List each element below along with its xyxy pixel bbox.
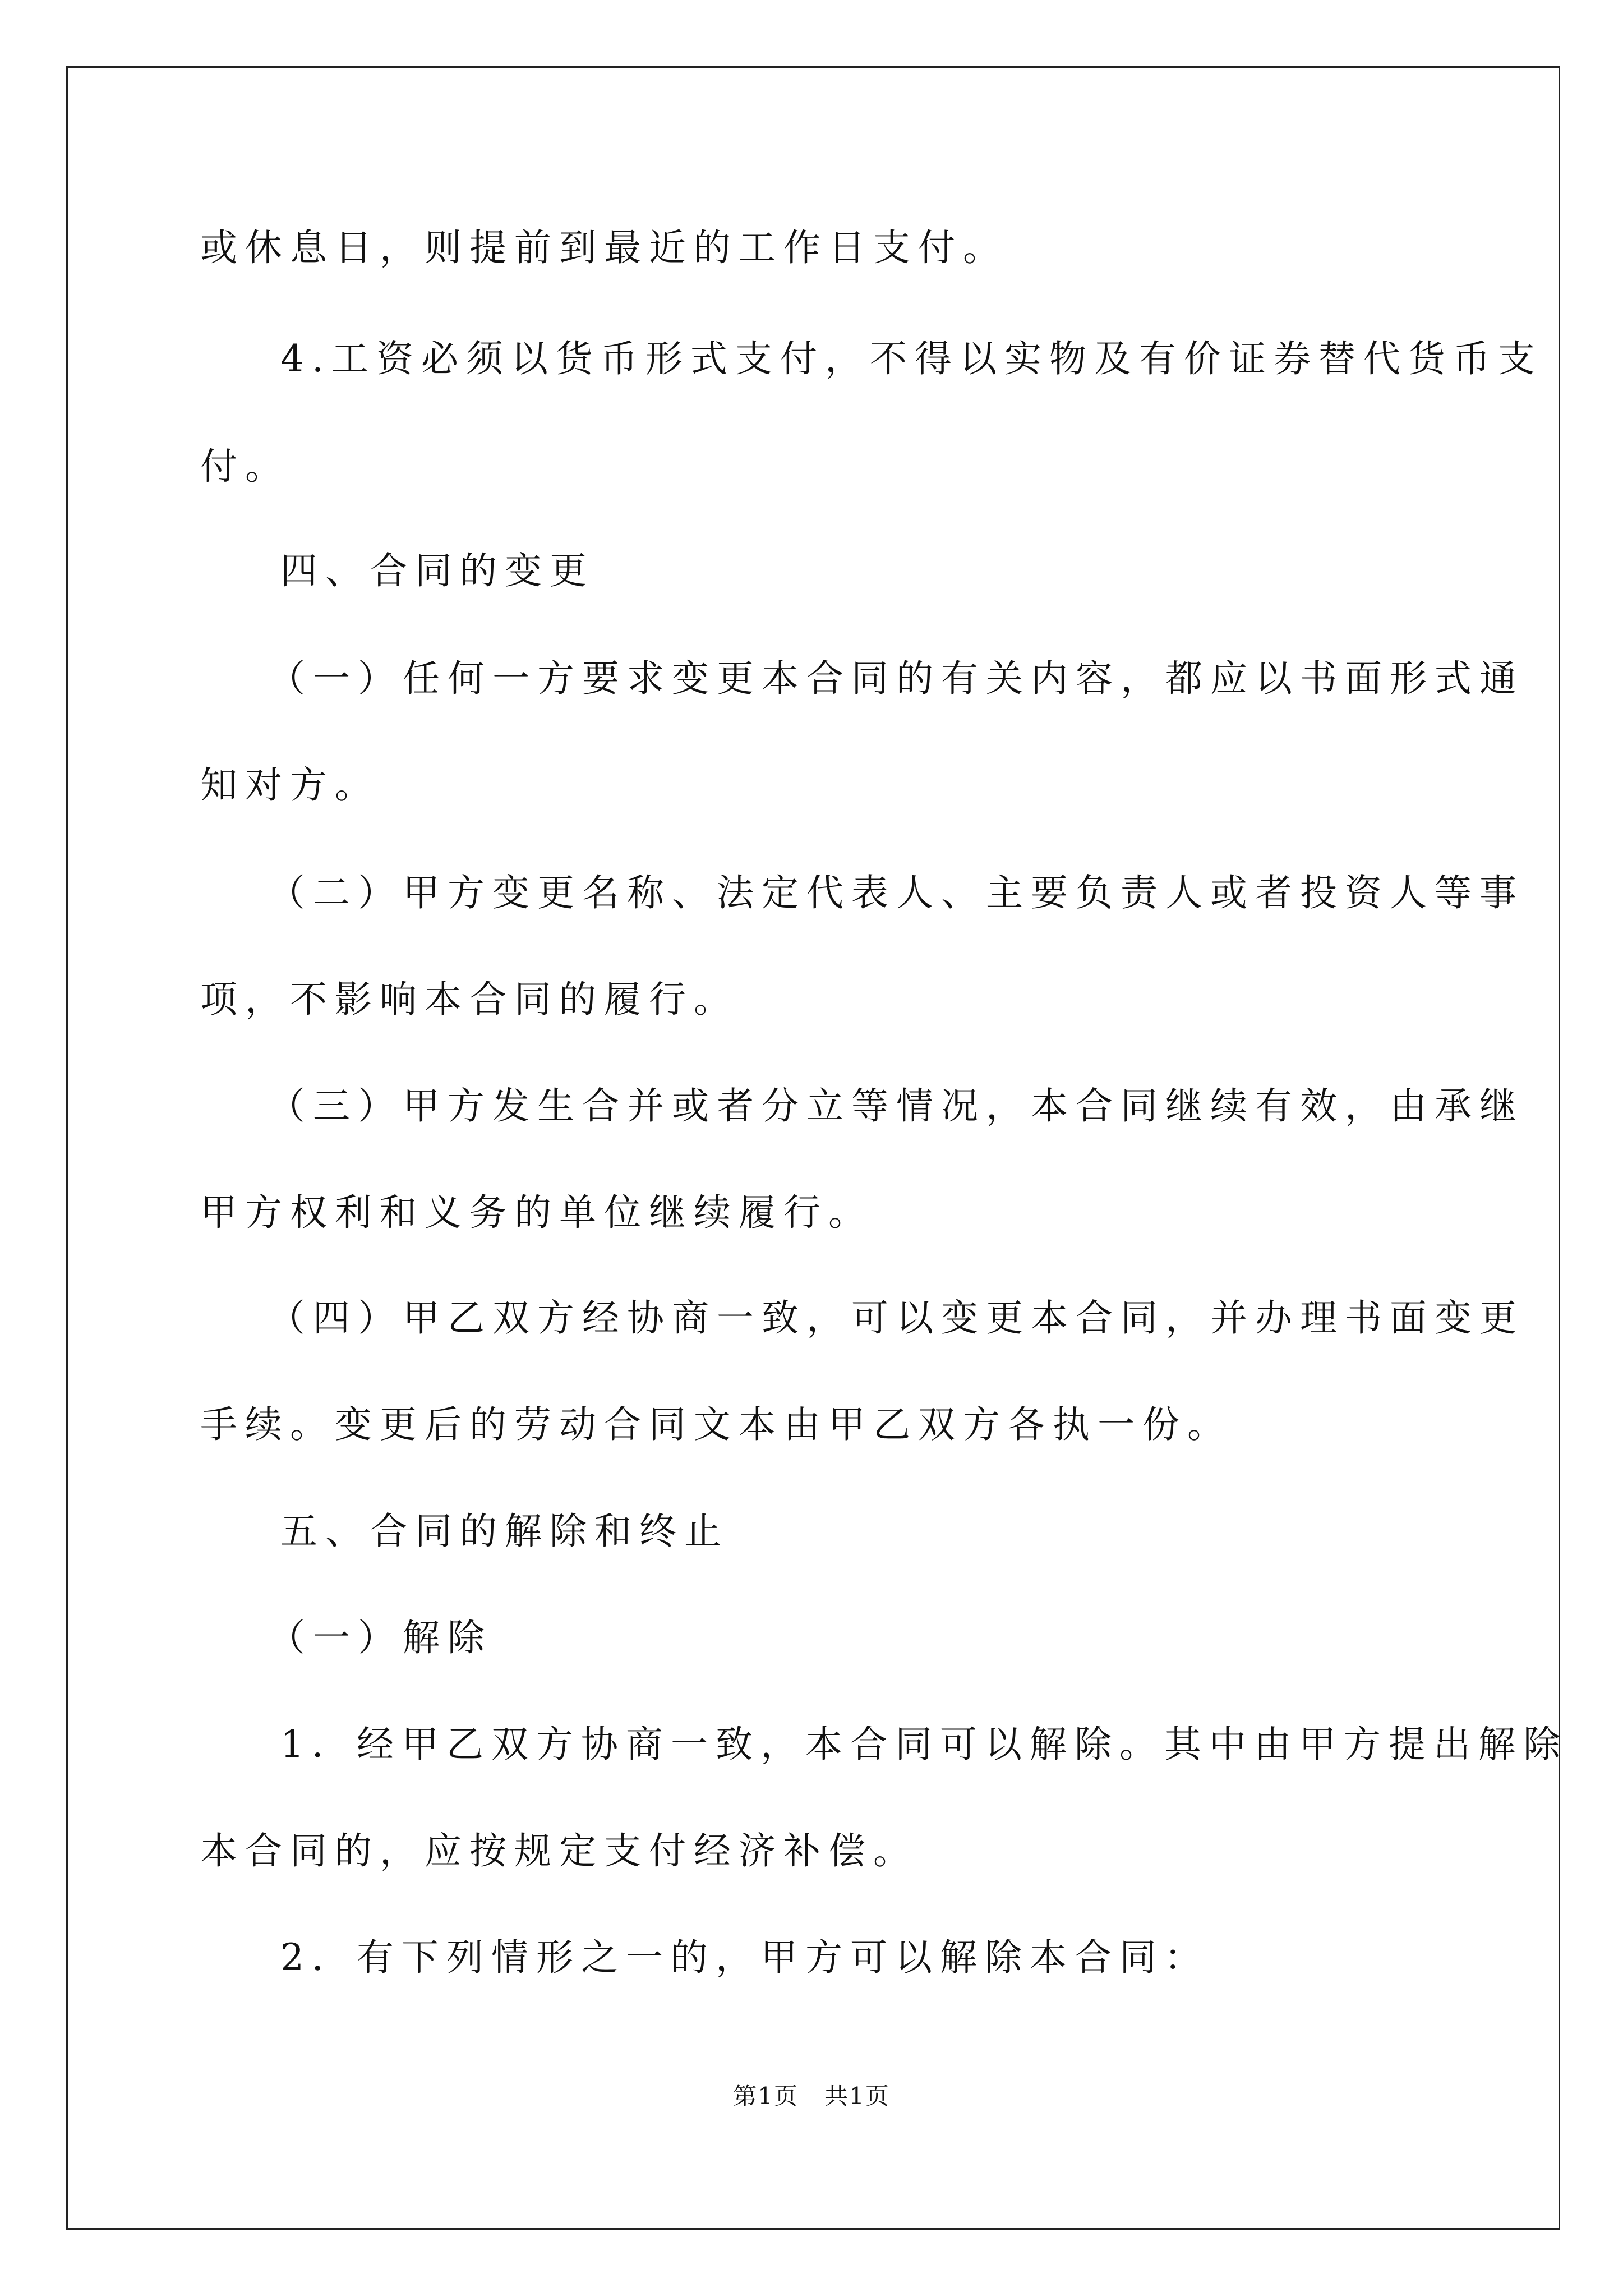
- subsection-heading: （一）解除: [268, 1616, 492, 1659]
- page-border: [66, 66, 1568, 2230]
- text-line: （四）甲乙双方经协商一致，可以变更本合同，并办理书面变更: [268, 1296, 1524, 1340]
- section-heading: 五、合同的解除和终止: [280, 1510, 729, 1553]
- text-line: 手续。变更后的劳动合同文本由甲乙双方各执一份。: [200, 1403, 1232, 1446]
- text-line: 本合同的，应按规定支付经济补偿。: [200, 1829, 918, 1872]
- text-line: 付。: [200, 445, 290, 488]
- text-line: （二）甲方变更名称、法定代表人、主要负责人或者投资人等事: [268, 871, 1524, 914]
- text-line: （一）任何一方要求变更本合同的有关内容，都应以书面形式通: [268, 657, 1524, 700]
- page-footer: 第1页 共1页: [733, 2082, 890, 2110]
- text-line: 知对方。: [200, 763, 380, 807]
- text-line: 2．有下列情形之一的，甲方可以解除本合同：: [280, 1936, 1209, 1979]
- section-heading: 四、合同的变更: [280, 549, 594, 592]
- text-line: 4.工资必须以货币形式支付，不得以实物及有价证券替代货币支: [280, 337, 1543, 380]
- text-line: 1．经甲乙双方协商一致，本合同可以解除。其中由甲方提出解除: [280, 1723, 1568, 1766]
- text-line: 甲方权利和义务的单位继续履行。: [200, 1191, 873, 1234]
- text-line: 项，不影响本合同的履行。: [200, 978, 739, 1021]
- text-line: （三）甲方发生合并或者分立等情况，本合同继续有效，由承继: [268, 1084, 1524, 1128]
- text-line: 或休息日，则提前到最近的工作日支付。: [200, 226, 1008, 269]
